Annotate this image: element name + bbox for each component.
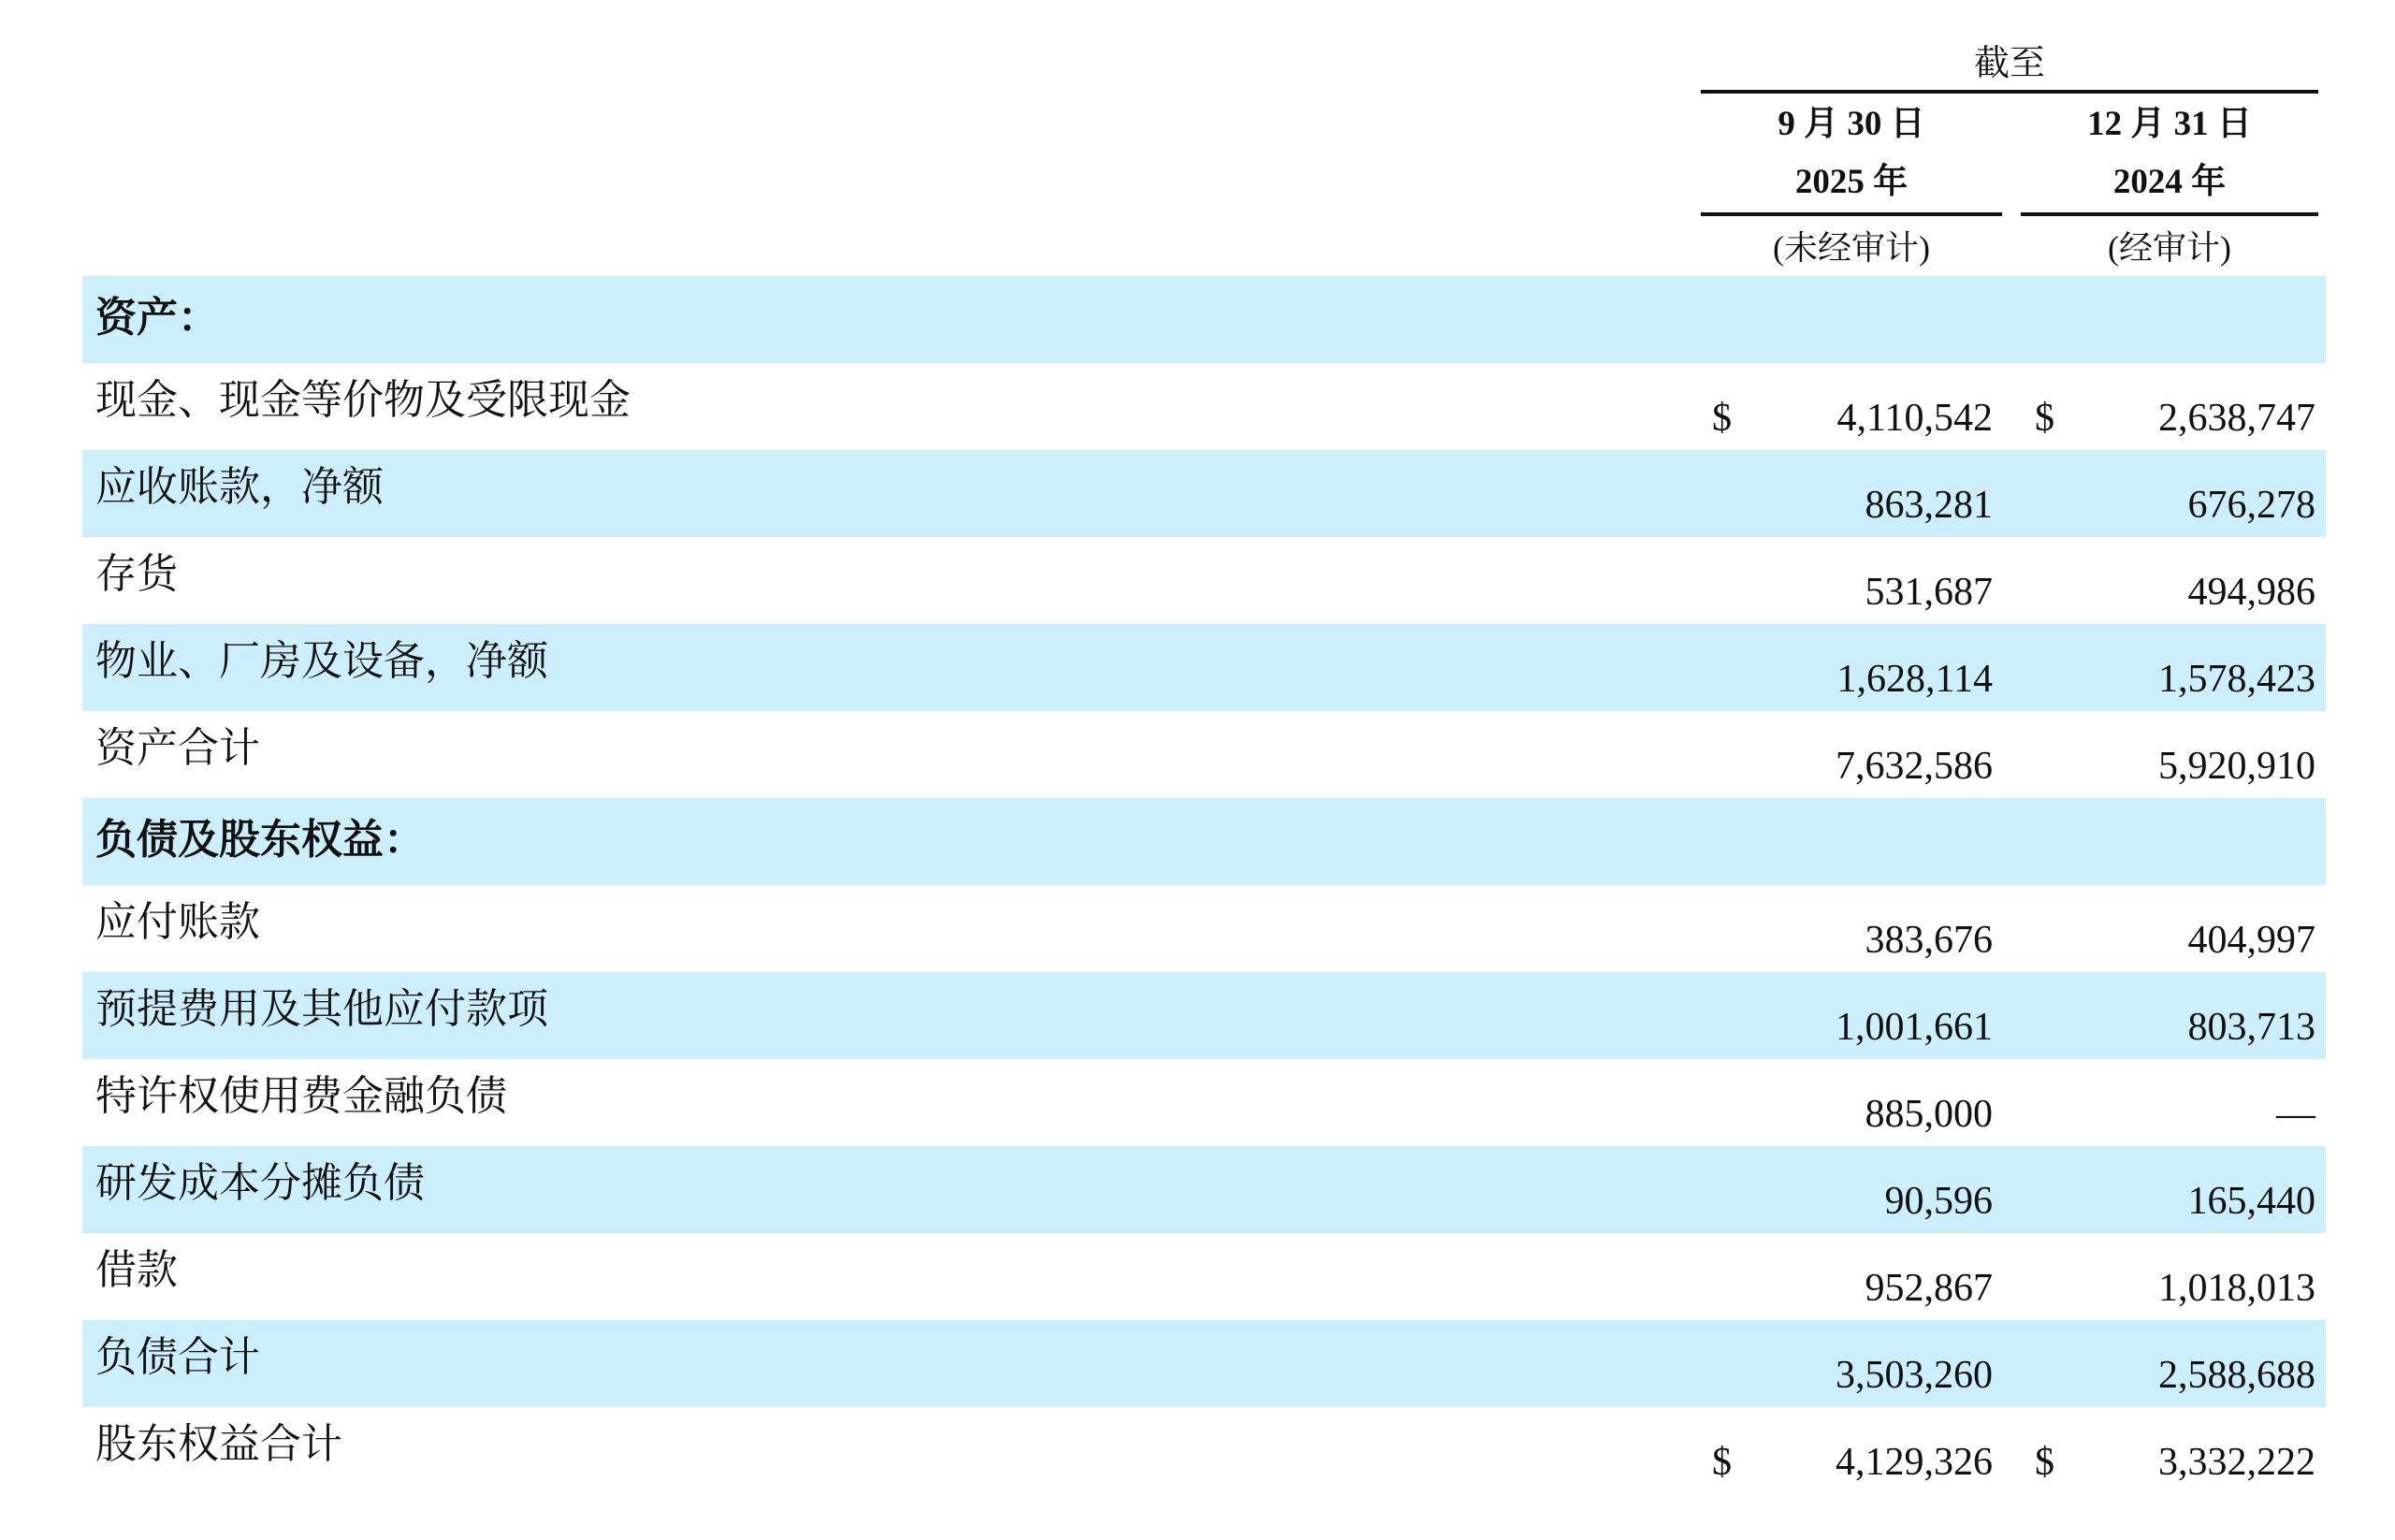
row-label: 物业、厂房及设备，净额 — [95, 638, 548, 684]
as-of-label: 截至 — [1973, 44, 2045, 83]
value-2025: 4,110,542 — [1836, 397, 1993, 440]
table-row — [82, 450, 2326, 537]
row-label: 资产合计 — [95, 725, 260, 771]
value-2024: 404,997 — [2187, 919, 2315, 962]
value-2024: 5,920,910 — [2158, 745, 2315, 788]
table-row — [82, 972, 2326, 1059]
table-row — [82, 711, 2326, 798]
value-2024: 803,713 — [2187, 1006, 2315, 1049]
value-2024 — [2070, 276, 2315, 363]
row-label: 应付账款 — [95, 899, 260, 945]
balance-sheet-table — [82, 276, 2326, 1494]
value-2025: 1,001,661 — [1836, 1006, 1993, 1049]
table-row — [82, 798, 2326, 885]
table-row — [82, 1233, 2326, 1320]
row-label: 存货 — [95, 551, 178, 597]
currency-symbol: $ — [2035, 397, 2054, 440]
table-row — [82, 537, 2326, 624]
currency-symbol: $ — [2035, 1441, 2054, 1484]
currency-symbol: $ — [1712, 397, 1732, 440]
header-rule-top — [1701, 90, 2318, 94]
header-rule-col1 — [1701, 212, 2002, 216]
value-2024: 165,440 — [2187, 1180, 2315, 1223]
column-date: 9 月 30 日 — [1778, 105, 1925, 143]
column-note-unaudited: (未经审计) — [1773, 229, 1930, 267]
value-2025: 1,628,114 — [1836, 658, 1993, 701]
table-row — [82, 363, 2326, 450]
table-row — [82, 1320, 2326, 1407]
value-2025: 7,632,586 — [1836, 745, 1993, 788]
value-2025: 4,129,326 — [1836, 1441, 1993, 1484]
value-2024: 1,018,013 — [2158, 1267, 2315, 1310]
table-row — [82, 1407, 2326, 1494]
row-label: 借款 — [95, 1247, 178, 1293]
column-year: 2025 年 — [1794, 163, 1909, 201]
table-row — [82, 1059, 2326, 1146]
value-2024 — [2070, 798, 2315, 885]
section-heading: 负债及股东权益： — [95, 817, 425, 863]
value-2025 — [1748, 276, 1993, 363]
row-label: 特许权使用费金融负债 — [95, 1073, 507, 1119]
row-label: 预提费用及其他应付款项 — [95, 986, 548, 1032]
section-heading: 资产： — [95, 295, 219, 341]
table-row — [82, 1146, 2326, 1233]
value-2025: 90,596 — [1884, 1180, 1993, 1223]
value-2025: 3,503,260 — [1836, 1354, 1993, 1397]
value-2025: 383,676 — [1865, 919, 1993, 962]
table-row — [82, 276, 2326, 363]
row-label: 负债合计 — [95, 1334, 260, 1380]
value-2024: 1,578,423 — [2158, 658, 2315, 701]
value-2024: 494,986 — [2187, 571, 2315, 614]
row-label: 研发成本分摊负债 — [95, 1160, 425, 1206]
column-header-2025 — [1701, 95, 2002, 211]
column-note-audited: (经审计) — [2108, 229, 2231, 267]
currency-symbol: $ — [1712, 1441, 1732, 1484]
column-header-2024 — [2021, 95, 2318, 211]
row-label: 股东权益合计 — [95, 1421, 342, 1467]
value-2025: 863,281 — [1865, 484, 1993, 527]
value-2025 — [1748, 798, 1993, 885]
table-header — [0, 0, 2395, 276]
table-row — [82, 885, 2326, 972]
value-2024: 2,588,688 — [2158, 1354, 2315, 1397]
column-year: 2024 年 — [2112, 163, 2227, 201]
value-2024: 2,638,747 — [2158, 397, 2315, 440]
value-2025: 885,000 — [1865, 1093, 1993, 1136]
value-2024: — — [2276, 1093, 2315, 1136]
table-row — [82, 624, 2326, 711]
value-2024: 3,332,222 — [2158, 1441, 2315, 1484]
row-label: 现金、现金等价物及受限现金 — [95, 377, 631, 423]
header-rule-col2 — [2021, 212, 2318, 216]
row-label: 应收账款，净额 — [95, 464, 384, 510]
value-2025: 531,687 — [1865, 571, 1993, 614]
value-2024: 676,278 — [2187, 484, 2315, 527]
column-date: 12 月 31 日 — [2087, 105, 2252, 143]
value-2025: 952,867 — [1865, 1267, 1993, 1310]
